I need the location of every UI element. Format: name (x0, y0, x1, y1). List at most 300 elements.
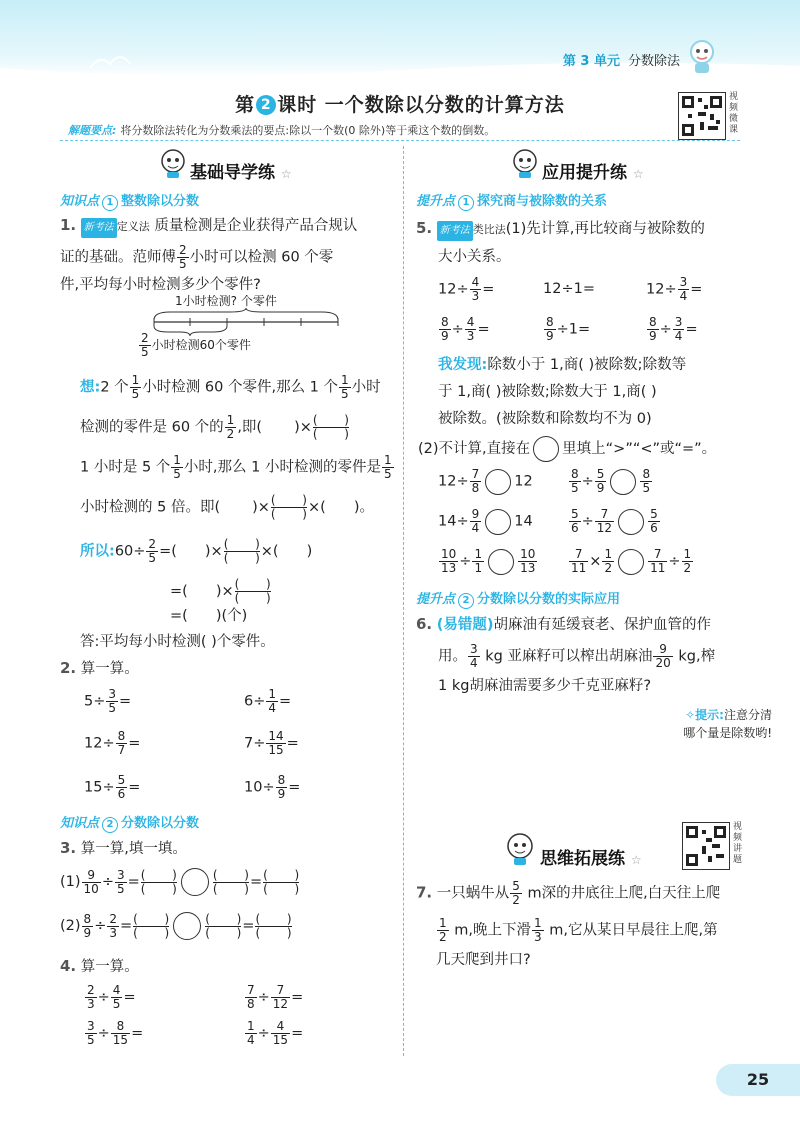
so-text: 60÷ (114, 543, 146, 560)
diagram-bottom-label (138, 332, 251, 359)
compare-op: × (589, 553, 602, 570)
q1-think-4: 小时检测的 5 倍。即( )× ( ) ( ) ×( )。 (80, 493, 374, 521)
fraction-numerator: 9 (471, 507, 480, 521)
q2-item-left: 15÷ (84, 779, 115, 796)
think-text: 1 小时是 5 个 (80, 459, 171, 476)
fraction-denominator: 5 (571, 481, 579, 495)
fraction-denominator: 5 (179, 257, 187, 271)
qr-code-icon[interactable] (682, 822, 730, 870)
kp-title: 分数除以分数 (121, 816, 200, 831)
compare-item (438, 548, 538, 575)
q2-item-eq: = (279, 693, 292, 710)
compare-circle[interactable] (618, 509, 644, 535)
fraction (510, 880, 522, 907)
answer-blank[interactable]: ( ) ( ) (263, 867, 300, 896)
unit-number: 第 3 单元 (562, 54, 620, 69)
compare-circle[interactable] (485, 469, 511, 495)
fraction (82, 913, 94, 940)
q7-text-1b: m深的井底往上爬,白天往上爬 (522, 885, 721, 902)
unit-topic: 分数除法 (627, 54, 680, 69)
fraction (653, 643, 672, 670)
fraction-numerator: 2 (179, 243, 187, 257)
fraction-numerator: 7 (600, 507, 609, 521)
fraction-numerator: 8 (649, 315, 657, 329)
compare-circle[interactable] (488, 549, 514, 575)
fraction-denominator: 6 (650, 521, 658, 535)
star-icon: ☆ (630, 853, 642, 867)
question-3 (60, 838, 187, 859)
so-eq: =( (170, 608, 188, 624)
fraction-numerator: 10 (520, 547, 536, 561)
fraction-denominator: 3 (466, 329, 475, 343)
answer-blank[interactable]: ( ) ( ) (270, 493, 307, 521)
fraction-numerator: 5 (512, 879, 520, 893)
fraction-numerator: 8 (571, 467, 579, 481)
q1-line2 (60, 244, 400, 271)
qr-top-label (729, 92, 739, 136)
fraction-numerator: 14 (268, 729, 284, 743)
fraction-numerator: 4 (276, 1019, 285, 1033)
fraction (470, 276, 482, 303)
fraction (106, 688, 118, 715)
fraction-numerator: 1 (533, 916, 542, 930)
q7-text-3: 几天爬到井口? (436, 952, 531, 968)
q7-text-2b: m,它从某日早晨往上爬,第 (544, 922, 718, 939)
kp-label: 提升点 (416, 592, 456, 607)
q7-text-1a: 一只蜗牛从 (436, 885, 510, 902)
compare-circle[interactable] (173, 912, 201, 940)
fraction-numerator: 3 (87, 1019, 95, 1033)
q3-row-1: (1) $\frac{9}{10}$ ÷ $\frac{3}{5}$ = ( ) ( ) ( ) ( ) = ( ) ( ) (60, 867, 300, 896)
think-label: 想: (80, 379, 101, 396)
qr-bottom-label-char: 视 (733, 822, 743, 832)
think-text: 小时 (351, 379, 381, 396)
fraction-denominator: 15 (272, 1033, 289, 1047)
hint-text: 注意分清 (723, 708, 772, 722)
fraction-denominator: 7 (117, 743, 126, 757)
fraction-numerator: 9 (659, 642, 667, 656)
title-pre: 第 (235, 94, 256, 116)
fraction (271, 984, 290, 1011)
fraction-numerator: 7 (471, 467, 480, 481)
q6-hint (624, 706, 772, 742)
fraction-denominator: 15 (112, 1033, 129, 1047)
answer-blank[interactable]: ( ) ( ) (133, 911, 170, 940)
fraction (465, 316, 477, 343)
q2-item-left: 7÷ (244, 735, 266, 752)
q5-number: 5. (416, 219, 433, 237)
q5-calc-eq: = (482, 281, 495, 298)
fraction-denominator: 5 (131, 387, 140, 401)
fraction-numerator: 2 (87, 983, 95, 997)
so-label: 所以: (80, 543, 115, 560)
q4-op: ÷ (257, 989, 270, 1006)
fraction-denominator: 5 (383, 467, 392, 481)
fraction-numerator: 1 (383, 453, 392, 467)
q1-text-1: 质量检测是企业获得产品合规认 (154, 218, 358, 234)
q5-line1 (416, 218, 786, 241)
q1-text-2b: 小时可以检测 60 个零 (189, 249, 334, 266)
q5-part2-b: 里填上“>”“<”或“=”。 (562, 441, 717, 457)
mascot-face-icon (160, 148, 186, 178)
so-eq: =( (170, 583, 188, 600)
think-text: 小时检测的 5 倍。即( (80, 499, 221, 516)
qr-top-label-char: 频 (729, 103, 739, 113)
compare-item (438, 468, 533, 495)
q4-eq: = (131, 1025, 144, 1042)
q2-item-left: 5÷ (84, 693, 106, 710)
fraction-numerator: 2 (141, 331, 149, 345)
compare-circle[interactable] (618, 549, 644, 575)
fraction-denominator: 2 (512, 893, 520, 907)
fraction-denominator: 13 (520, 561, 536, 575)
so-unit: )(个) (215, 608, 248, 624)
fraction (271, 1020, 290, 1047)
q4-op: ÷ (257, 1025, 270, 1042)
q6-text-1: 胡麻油有延缓衰老、保护血管的作 (493, 617, 712, 633)
q4-item (84, 984, 136, 1011)
q5-text-1: (1)先计算,再比较商与被除数的 (505, 221, 705, 237)
q7-text-2a: m,晚上下滑 (449, 922, 531, 939)
qr-bottom-label-char: 题 (733, 855, 743, 865)
compare-item (568, 468, 653, 495)
q4-number: 4. (60, 957, 77, 975)
fraction (276, 774, 288, 801)
fraction (595, 508, 614, 535)
answer-blank[interactable]: ( ) ( ) (255, 911, 292, 940)
fraction-denominator: 6 (117, 787, 126, 801)
tip-text: 将分数除法转化为分数乘法的要点:除以一个数(0 除外)等于乘这个数的倒数。 (120, 124, 496, 137)
q7-number: 7. (416, 883, 433, 902)
q1-badge: 新考法 (81, 218, 117, 238)
fraction-denominator: 5 (141, 345, 149, 359)
find-label: 我发现: (438, 357, 488, 373)
fraction-denominator: 3 (109, 925, 117, 940)
fraction (177, 244, 189, 271)
compare-circle[interactable] (181, 868, 209, 896)
question-5 (416, 218, 786, 267)
kp-number: 2 (102, 817, 118, 833)
q5-calc (646, 276, 702, 303)
compare-op: ÷ (668, 553, 681, 570)
fraction-denominator: 9 (596, 481, 605, 495)
compare-right: 14 (514, 513, 533, 530)
question-7 (416, 880, 786, 970)
fraction-denominator: 4 (268, 701, 277, 715)
fraction-numerator: 1 (131, 373, 140, 387)
fraction (569, 548, 588, 575)
fraction (518, 548, 537, 575)
fraction-numerator: 8 (642, 467, 651, 481)
q4-op: ÷ (97, 989, 110, 1006)
q3-row-2: (2) $\frac{8}{9}$ ÷ $\frac{2}{3}$ = ( ) ( ) ( ) ( ) = ( ) ( ) (60, 911, 292, 940)
q3-number: 3. (60, 839, 77, 857)
fraction-numerator: 7 (574, 547, 583, 561)
tip-underline (60, 140, 740, 141)
q2-number: 2. (60, 659, 77, 677)
fraction (130, 374, 142, 401)
fraction-denominator: 9 (546, 329, 554, 343)
q3-row-prefix: (2) (60, 918, 81, 934)
q6-text-2c: kg,榨 (673, 648, 716, 665)
question-4 (60, 956, 139, 977)
fraction-numerator: 1 (439, 916, 447, 930)
fraction (647, 316, 659, 343)
hint-text: 哪个量是除数哟! (683, 726, 772, 740)
fraction-denominator: 5 (87, 1033, 95, 1047)
fraction-numerator: 7 (653, 547, 662, 561)
fraction-denominator: 6 (571, 521, 579, 535)
qr-code-icon[interactable] (678, 92, 726, 140)
page-number: 25 (716, 1064, 800, 1096)
fraction (85, 984, 97, 1011)
mascot-icon (682, 36, 722, 76)
qr-bottom-label-char: 讲 (733, 844, 743, 854)
fraction-numerator: 5 (571, 507, 579, 521)
lesson-number: 2 (256, 95, 276, 115)
fraction (225, 414, 237, 441)
q2-item-eq: = (128, 779, 141, 796)
fraction-numerator: 2 (148, 537, 157, 551)
improve-point-2 (416, 588, 620, 609)
kp-label: 知识点 (60, 816, 100, 831)
compare-left: 12÷ (438, 473, 469, 490)
q1-line1 (60, 215, 400, 238)
q4-item (244, 1020, 303, 1047)
q2-item (244, 688, 291, 715)
fraction (111, 984, 123, 1011)
q2-item (244, 774, 300, 801)
fraction-denominator: 1 (474, 561, 483, 575)
q1-number: 1. (60, 216, 77, 234)
fraction-denominator: 4 (679, 289, 688, 303)
fraction (116, 730, 128, 757)
fraction-numerator: 8 (83, 911, 92, 926)
fraction-denominator: 4 (470, 656, 478, 670)
q5-calc (646, 316, 698, 343)
header-wave (0, 48, 800, 82)
q5-part2-a: (2)不计算,直接在 (418, 441, 531, 457)
fraction (682, 548, 694, 575)
fraction (673, 316, 685, 343)
q5-calc-left: 12÷1= (543, 281, 595, 297)
q7-line1 (416, 880, 786, 907)
fraction-numerator: 8 (116, 1019, 125, 1033)
q5-calc-op: ÷1= (556, 321, 591, 338)
fraction (85, 1020, 97, 1047)
q5-calc (438, 276, 494, 303)
fraction (569, 468, 581, 495)
fraction-denominator: 5 (642, 481, 651, 495)
compare-left: 14÷ (438, 513, 469, 530)
answer-blank[interactable]: ( ) ( ) (212, 867, 249, 896)
fraction-numerator: 8 (546, 315, 554, 329)
q3-text: 算一算,填一填。 (80, 841, 187, 857)
q2-text: 算一算。 (80, 661, 139, 677)
q1-answer: 答:平均每小时检测( )个零件。 (80, 634, 275, 650)
q5-part2 (418, 436, 716, 462)
fraction (678, 276, 690, 303)
fraction-numerator: 1 (173, 453, 181, 467)
q4-eq: = (291, 989, 304, 1006)
fraction (648, 508, 660, 535)
fraction-denominator: 5 (148, 551, 157, 565)
circle-icon (533, 436, 559, 462)
q2-item-left: 12÷ (84, 735, 115, 752)
fraction-numerator: 8 (441, 315, 449, 329)
fraction-denominator: 2 (439, 930, 447, 944)
knowledge-point-2 (60, 812, 199, 833)
question-6 (416, 614, 786, 696)
q5-calc-op: ÷ (451, 321, 464, 338)
fraction (139, 332, 151, 359)
diagram-top-label: 1小时检测? 个零件 (175, 294, 277, 308)
q4-item (244, 984, 303, 1011)
compare-item (438, 508, 533, 535)
compare-item (568, 508, 661, 535)
q3-row-prefix: (1) (60, 874, 81, 890)
answer-blank[interactable]: ( ) ( ) (140, 867, 177, 896)
fraction-denominator: 5 (341, 387, 349, 401)
improve-point-1 (416, 190, 607, 211)
fraction-denominator: 5 (112, 997, 121, 1011)
fraction-numerator: 1 (247, 1019, 255, 1033)
q4-item (84, 1020, 143, 1047)
lightbulb-icon: ✧ (685, 708, 696, 722)
fraction (437, 917, 449, 944)
q5-calc-eq: = (690, 281, 703, 298)
compare-op: ÷ (459, 553, 472, 570)
solving-tip (68, 122, 495, 138)
title-text: 课时 一个数除以分数的计算方法 (277, 94, 565, 116)
compare-circle[interactable] (485, 509, 511, 535)
fraction (532, 917, 544, 944)
fraction-denominator: 3 (87, 997, 95, 1011)
star-icon: ☆ (280, 167, 292, 181)
fraction-denominator: 5 (108, 701, 117, 715)
answer-blank[interactable]: ( ) ( ) (312, 413, 349, 441)
q4-op: ÷ (97, 1025, 110, 1042)
fraction-denominator: 9 (277, 787, 286, 801)
section-apply (542, 158, 644, 183)
compare-right: 12 (514, 473, 533, 490)
think-text: 小时,那么 1 小时检测的零件是 (183, 459, 381, 476)
fraction-numerator: 8 (277, 773, 286, 787)
fraction-denominator: 2 (226, 427, 235, 441)
fraction-denominator: 3 (533, 930, 542, 944)
q2-item-eq: = (286, 735, 299, 752)
mascot-face-icon (506, 832, 534, 866)
compare-item (568, 548, 694, 575)
fraction (602, 548, 614, 575)
compare-op: ÷ (581, 513, 594, 530)
q4-eq: = (123, 989, 136, 1006)
q4-text: 算一算。 (80, 959, 139, 975)
q1-so-3 (170, 606, 247, 626)
answer-blank[interactable]: ( ) ( ) (223, 537, 260, 565)
fraction-denominator: 12 (272, 997, 289, 1011)
fraction (468, 643, 480, 670)
q1-think-3 (80, 454, 395, 481)
fraction-numerator: 1 (226, 413, 235, 427)
answer-blank[interactable]: ( ) ( ) (234, 577, 271, 605)
fraction (640, 468, 652, 495)
fraction-numerator: 7 (276, 983, 285, 997)
q5-calc-left: 12÷ (438, 281, 469, 298)
q4-eq: = (291, 1025, 304, 1042)
column-divider (403, 146, 404, 1056)
fraction (245, 1020, 257, 1047)
q6-line1 (416, 614, 786, 635)
q5-calc (543, 316, 590, 343)
think-text: 检测的零件是 60 个的 (80, 419, 224, 436)
kp-title: 探究商与被除数的关系 (477, 194, 608, 209)
q2-item (84, 688, 131, 715)
q1-so-2: =( )× ( ) ( ) (170, 577, 271, 605)
fraction-numerator: 9 (87, 867, 95, 882)
diagram-bottom-text: 小时检测60个零件 (151, 338, 251, 352)
answer-blank[interactable]: ( ) ( ) (205, 911, 242, 940)
q5-calc (438, 316, 490, 343)
fraction (569, 508, 581, 535)
question-1 (60, 215, 400, 295)
q1-so-1: 所以:60÷ $\frac{2}{5}$ =( )× ( ) ( ) ×( ) (80, 537, 313, 565)
think-text: ,即( (237, 419, 263, 436)
compare-circle[interactable] (610, 469, 636, 495)
think-text: 2 个 (100, 379, 129, 396)
fraction-denominator: 9 (441, 329, 449, 343)
fraction-denominator: 9 (649, 329, 657, 343)
q5-calc-op: ÷ (659, 321, 672, 338)
fraction-numerator: 8 (117, 729, 126, 743)
q5-calc-left: 12÷ (646, 281, 677, 298)
q5-badge: 新考法 (437, 221, 473, 241)
section-basic (190, 158, 292, 183)
fraction-denominator: 2 (683, 561, 692, 575)
star-icon: ☆ (632, 167, 644, 181)
fraction-denominator: 8 (471, 481, 480, 495)
q6-number: 6. (416, 615, 433, 633)
q6-text-2b: kg 亚麻籽可以榨出胡麻油 (480, 648, 653, 665)
fraction (146, 538, 158, 565)
fraction (472, 548, 484, 575)
fraction (339, 374, 351, 401)
fraction (245, 984, 257, 1011)
section-extend-title: 思维拓展练 (540, 849, 625, 869)
fraction-denominator: 11 (650, 561, 666, 575)
q6-line2 (416, 643, 786, 670)
qr-bottom-label-char: 频 (733, 833, 743, 843)
q1-badge-sub: 定义法 (116, 220, 150, 233)
fraction-numerator: 3 (679, 275, 688, 289)
fraction-numerator: 1 (474, 547, 483, 561)
fraction-numerator: 3 (108, 687, 117, 701)
fraction-denominator: 20 (655, 656, 671, 670)
kp-title: 分数除以分数的实际应用 (477, 592, 621, 607)
kp-number: 2 (458, 593, 474, 609)
q2-item (84, 774, 140, 801)
section-extend (540, 844, 642, 869)
think-text: 小时检测 60 个零件,那么 1 个 (142, 379, 339, 396)
q5-badge-sub: 类比法 (472, 223, 506, 236)
section-basic-title: 基础导学练 (190, 163, 275, 183)
fraction-denominator: 9 (83, 925, 92, 940)
q2-item-left: 6÷ (244, 693, 266, 710)
fraction (111, 1020, 130, 1047)
fraction-numerator: 7 (247, 983, 255, 997)
fraction-denominator: 2 (604, 561, 613, 575)
fraction-denominator: 5 (116, 881, 125, 896)
